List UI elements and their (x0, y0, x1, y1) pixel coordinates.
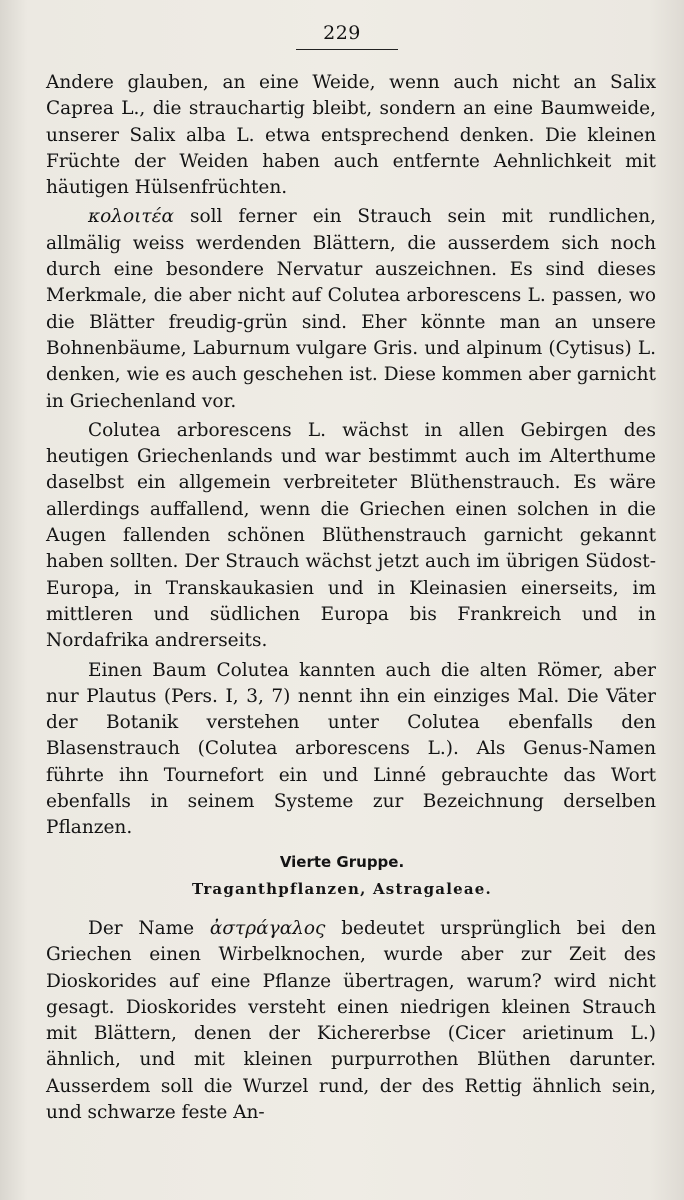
greek-term: κολοιτέα (88, 206, 175, 228)
paragraph-3 (46, 418, 656, 655)
body-text-top (46, 70, 656, 842)
paragraph-text: soll ferner ein Strauch sein mit rundlichen, allmälig weiss werdenden Blättern, die ausserdem sich noch durch eine besondere Nervatur auszeichnen. Es sind dieses Merkmale, die aber nicht auf Colutea arborescens L. passen, wo die Blätter freudig-grün sind. Eher könnte man an unsere Bohnenbäume, Laburnum vulgare Gris. und alpinum (Cytisus) L. denken, wie es auch geschehen ist. Diese kommen aber garnicht in Griechenland vor. (46, 206, 656, 412)
section-heading: Vierte Gruppe. (279, 853, 405, 871)
paragraph-5 (46, 916, 656, 1126)
section-subheading: Traganthpflanzen, Astragaleae. (192, 880, 492, 898)
paragraph-text: bedeutet ursprünglich bei den Griechen einen Wirbelknochen, wurde aber zur Zeit des Dioskorides auf eine Pflanze übertragen, warum? wird nicht gesagt. Dioskorides versteht einen niedrigen kleinen Strauch mit Blättern, denen der Kichererbse (Cicer arietinum L.) ähnlich, und mit kleinen purpurrothen Blüthen darunter. Ausserdem soll die Wurzel rund, der des Rettig ähnlich sein, und schwarze feste An- (46, 918, 656, 1124)
paragraph-text: Einen Baum Colutea kannten auch die alten Römer, aber nur Plautus (Pers. I, 3, 7) nennt ihn ein einziges Mal. Die Väter der Botanik verstehen unter Colutea ebenfalls den Blasenstrauch (Colutea arborescens L.). Als Genus-Namen führte ihn Tournefort ein und Linné gebrauchte das Wort ebenfalls in seinem Systeme zur Bezeichnung derselben Pflanzen. (46, 659, 656, 839)
paragraph-4 (46, 658, 656, 842)
paragraph-text: Der Name (88, 918, 210, 939)
page-number-rule (296, 49, 398, 50)
paragraph-text: Andere glauben, an eine Weide, wenn auch nicht an Salix Caprea L., die strauchartig bleibt, sondern an eine Baumweide, unserer Salix alba L. etwa entsprechend denken. Die kleinen Früchte der Weiden haben auch entfernte Aehnlichkeit mit häutigen Hülsenfrüchten. (46, 72, 656, 199)
page-number: 229 (323, 22, 361, 44)
paragraph-text: Colutea arborescens L. wächst in allen Gebirgen des heutigen Griechenlands und war bestimmt auch im Alterthume daselbst ein allgemein verbreiteter Blüthenstrauch. Es wäre allerdings auffallend, wenn die Griechen einen solchen in die Augen fallenden schönen Blüthenstrauch garnicht gekannt haben sollten. Der Strauch wächst jetzt auch im übrigen Südost-Europa, in Transkaukasien und in Kleinasien einerseits, im mittleren und südlichen Europa bis Frankreich und in Nordafrika andrerseits. (46, 419, 656, 652)
paragraph-2 (46, 204, 656, 414)
paragraph-1 (46, 70, 656, 201)
greek-term: ἀστράγαλος (209, 918, 326, 939)
body-text-bottom (46, 916, 656, 1126)
